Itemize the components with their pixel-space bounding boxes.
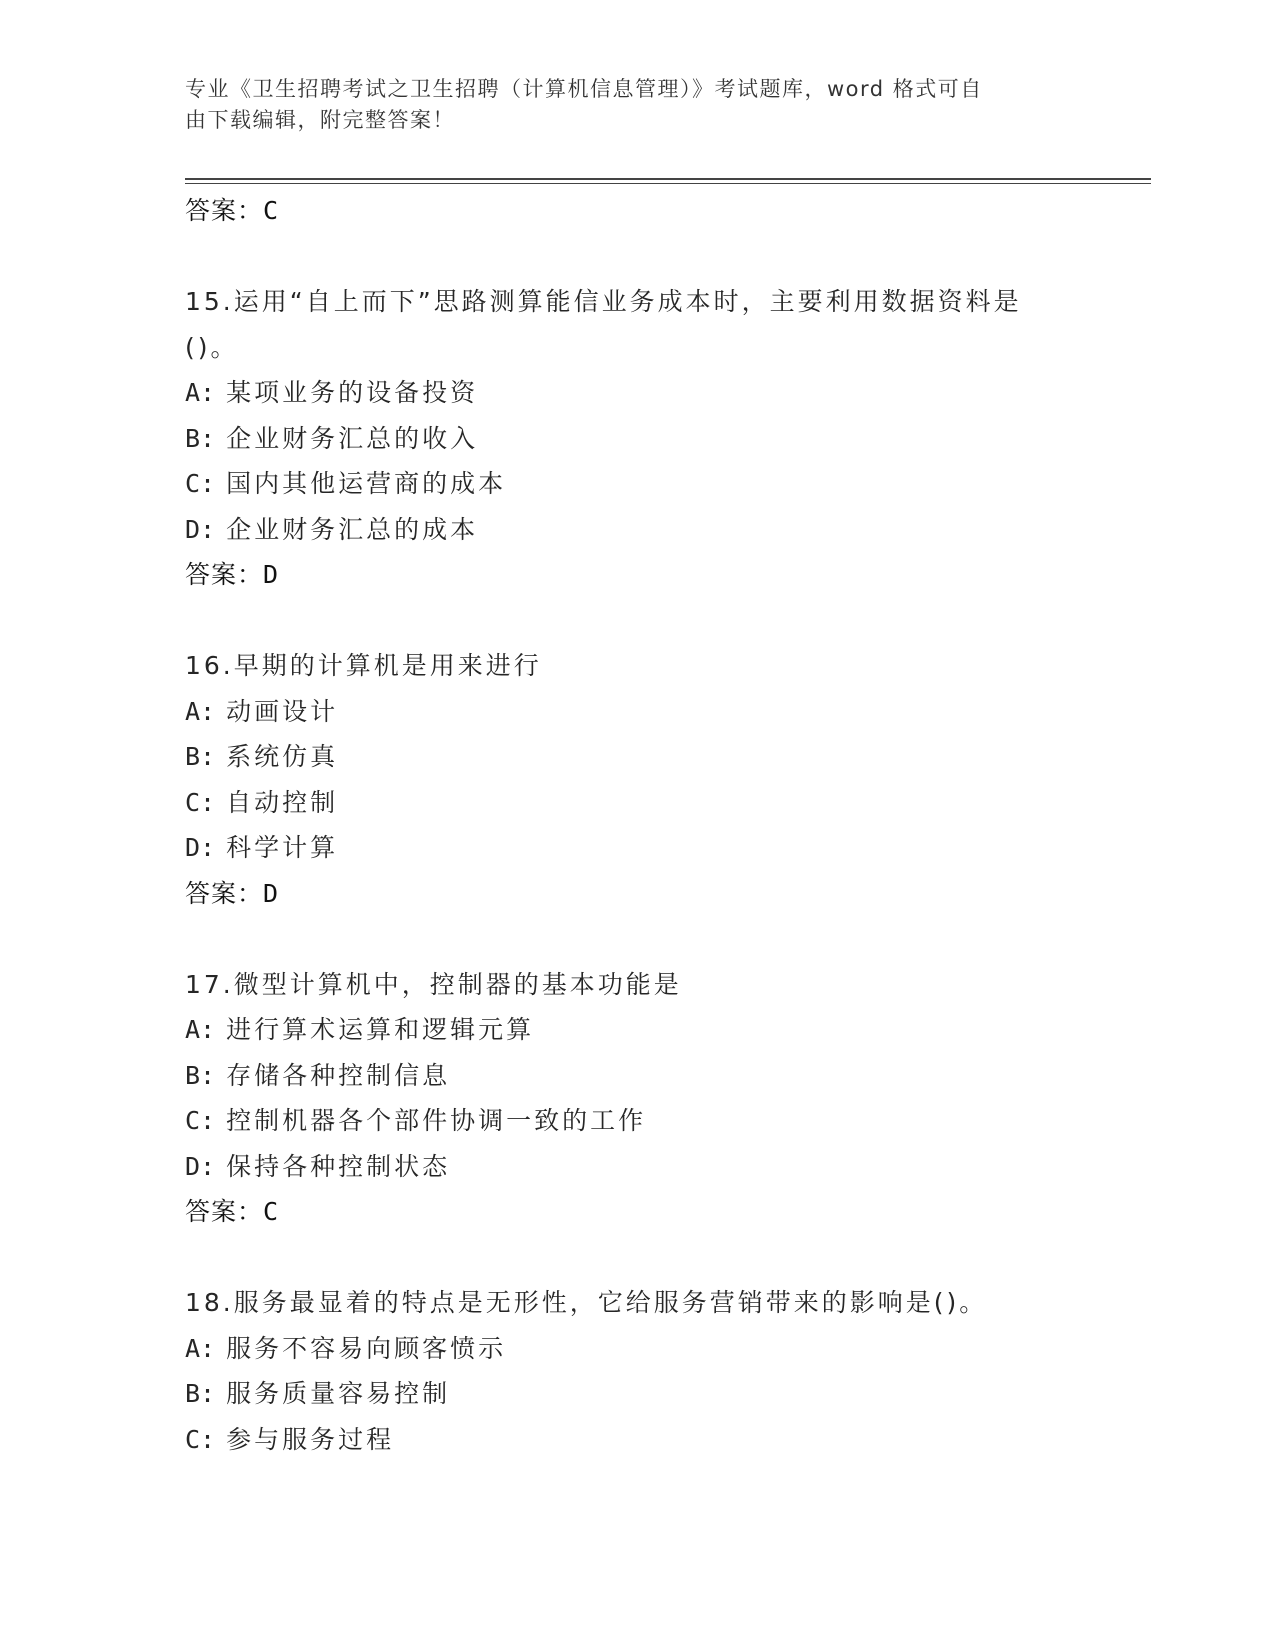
answer-value: C (263, 1197, 279, 1226)
spacer (185, 1235, 1125, 1281)
option-text: 进行算术运算和逻辑元算 (226, 1015, 535, 1044)
option-letter: D: (185, 833, 216, 862)
option-text: 科学计算 (226, 833, 339, 862)
option-c (185, 1417, 1125, 1463)
spacer (185, 598, 1125, 644)
answer-label: 答案： (185, 1197, 264, 1226)
option-a (185, 370, 1125, 416)
spacer (185, 234, 1125, 280)
option-text: 参与服务过程 (226, 1424, 395, 1454)
option-b (185, 1053, 1125, 1099)
answer-value: D (263, 878, 279, 908)
option-letter: B: (185, 1060, 216, 1090)
answer-label: 答案： (185, 196, 264, 225)
option-text: 保持各种控制状态 (226, 1151, 451, 1181)
option-letter: B: (185, 1379, 216, 1408)
option-letter: A: (185, 1015, 216, 1044)
option-text: 服务不容易向顾客愤示 (226, 1333, 507, 1363)
option-a (185, 1326, 1125, 1372)
option-letter: B: (185, 742, 216, 771)
option-text: 企业财务汇总的收入 (226, 423, 479, 453)
option-text: 自动控制 (226, 787, 339, 817)
option-d (185, 1144, 1125, 1190)
answer-line (185, 552, 1125, 598)
answer-label: 答案： (185, 878, 264, 908)
option-text: 系统仿真 (226, 742, 339, 771)
answer-line (185, 188, 1125, 234)
option-d (185, 825, 1125, 871)
option-letter: C: (185, 1106, 216, 1135)
option-letter: A: (185, 696, 216, 726)
option-letter: C: (185, 787, 216, 817)
answer-line (185, 1189, 1125, 1235)
header-divider (185, 178, 1151, 184)
question-stem: 16.早期的计算机是用来进行 (185, 651, 542, 680)
document-header (185, 74, 1065, 136)
option-text: 服务质量容易控制 (226, 1379, 451, 1408)
question-list (185, 188, 1125, 1462)
option-a (185, 1007, 1125, 1053)
option-letter: D: (185, 514, 216, 544)
option-text: 控制机器各个部件协调一致的工作 (226, 1106, 647, 1135)
option-c (185, 780, 1125, 826)
question-stem: 18.服务最显着的特点是无形性，它给服务营销带来的影响是()。 (185, 1288, 988, 1317)
option-text: 国内其他运营商的成本 (226, 469, 507, 498)
option-text: 企业财务汇总的成本 (226, 514, 479, 544)
answer-label: 答案： (185, 560, 264, 589)
option-b (185, 1371, 1125, 1417)
option-letter: C: (185, 469, 216, 498)
option-text: 存储各种控制信息 (226, 1060, 451, 1090)
spacer (185, 916, 1125, 962)
option-c (185, 461, 1125, 507)
option-b (185, 734, 1125, 780)
question-stem: 17.微型计算机中，控制器的基本功能是 (185, 969, 682, 999)
option-letter: B: (185, 423, 216, 453)
option-c (185, 1098, 1125, 1144)
header-line-2: 由下载编辑，附完整答案！ (185, 108, 455, 132)
question-block-17 (185, 962, 1125, 1235)
question-block-18 (185, 1280, 1125, 1462)
question-block-15 (185, 279, 1125, 598)
option-b (185, 416, 1125, 462)
option-letter: A: (185, 378, 216, 407)
answer-line (185, 871, 1125, 917)
header-line-1: 专业《卫生招聘考试之卫生招聘（计算机信息管理）》考试题库，word 格式可自 (185, 77, 983, 101)
question-stem-continued: ()。 (185, 332, 239, 362)
question-block-16 (185, 643, 1125, 916)
answer-value: C (263, 196, 279, 225)
option-letter: A: (185, 1333, 216, 1363)
question-stem: 15.运用“自上而下”思路测算能信业务成本时，主要利用数据资料是 (185, 287, 1022, 316)
option-letter: C: (185, 1424, 216, 1454)
option-text: 动画设计 (226, 696, 339, 726)
option-a (185, 689, 1125, 735)
option-d (185, 507, 1125, 553)
option-text: 某项业务的设备投资 (226, 378, 479, 407)
answer-value: D (263, 560, 279, 589)
option-letter: D: (185, 1151, 216, 1181)
